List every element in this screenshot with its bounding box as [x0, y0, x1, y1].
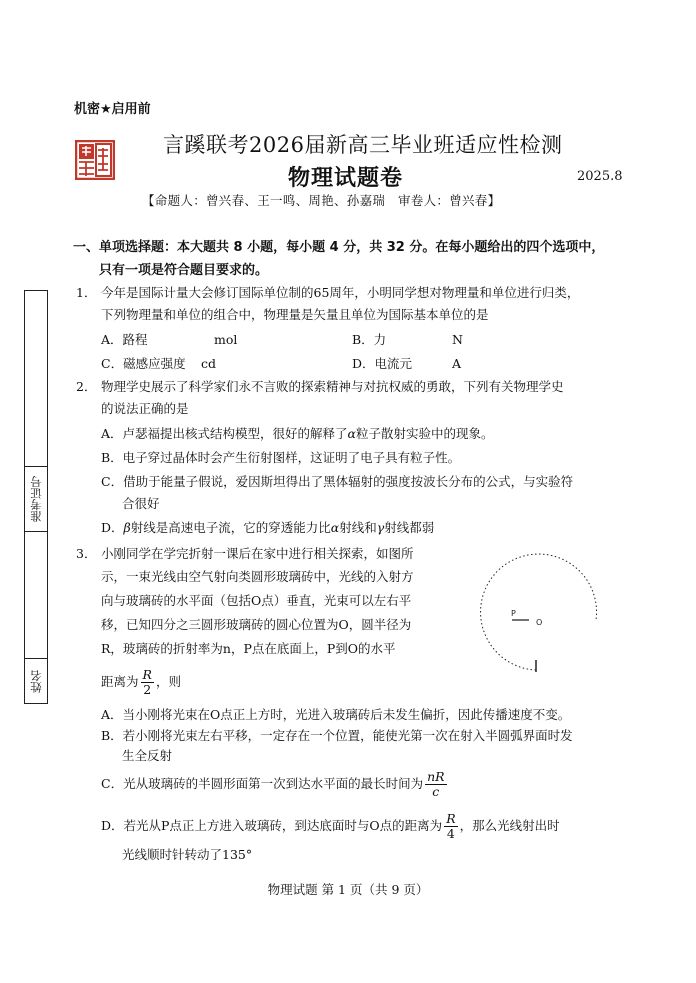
- q3-stem-line-2: 示，一束光线由空气射向类圆形玻璃砖中，光线的入射方: [101, 569, 414, 584]
- exam-title: 言蹊联考2026届新高三毕业班适应性检测: [163, 133, 563, 157]
- section-heading: [73, 236, 633, 282]
- q3-option-d-pre: D．若光从P点正上方进入玻璃砖，到达底面时与O点的距离为: [101, 818, 443, 833]
- q2-option-a: [101, 424, 494, 444]
- q3-line6-pre: 距离为: [101, 674, 139, 689]
- fraction-r-over-2: $\frac{R}{2}$: [142, 667, 152, 697]
- q2-option-d-mid2: 射线和: [339, 520, 377, 535]
- q3-number: 3．: [76, 546, 97, 561]
- exam-date: 2025.8: [577, 169, 623, 184]
- q3-option-c: [101, 770, 449, 799]
- section-line-1: 一、单项选择题：本大题共 8 小题，每小题 4 分，共 32 分。在每小题给出的四个选项中，: [73, 240, 605, 255]
- name-label: 姓名: [29, 669, 43, 693]
- q1-option-a: A．路程: [101, 332, 148, 347]
- name-box: [24, 658, 48, 704]
- beta-symbol: β: [123, 520, 131, 535]
- q2-option-c-line-1: C．借助于能量子假说，爱因斯坦得出了黑体辐射的强度按波长分布的公式，与实验符: [101, 474, 574, 489]
- authors-line: 【命题人：曾兴春、王一鸣、周艳、孙嘉瑞 审卷人：曾兴春】: [142, 193, 501, 208]
- q2-option-a-pre: A．卢瑟福提出核式结构模型，很好的解释了: [101, 426, 348, 441]
- q3-option-a: A．当小刚将光束在O点正上方时，光进入玻璃砖后未发生偏折，因此传播速度不变。: [101, 707, 571, 722]
- q3-option-d-post: ，那么光线射出时: [459, 818, 560, 833]
- alpha-symbol: α: [330, 520, 340, 535]
- seal-logo: [75, 140, 115, 180]
- q3-option-d-line-2: 光线顺时针转动了135°: [122, 847, 253, 862]
- q2-option-d-pre: D．: [101, 520, 124, 535]
- binding-margin-middle: [24, 530, 48, 658]
- section-line-2: 只有一项是符合题目要求的。: [99, 263, 269, 278]
- q2-option-c-line-2: 合很好: [122, 496, 160, 511]
- exam-number-box: [24, 466, 48, 532]
- q3-stem-line-5: R，玻璃砖的折射率为n，P点在底面上，P到O的水平: [101, 641, 396, 656]
- q3-stem-line-6: [101, 668, 181, 697]
- q1-option-b-unit: N: [452, 332, 463, 347]
- q1-option-d-unit: A: [452, 356, 462, 371]
- q1-number: 1．: [76, 285, 97, 300]
- q1-option-d: D．电流元: [352, 356, 413, 371]
- page-footer: 物理试题 第 1 页（共 9 页）: [267, 882, 429, 897]
- q2-option-a-post: 粒子散射实验中的现象。: [355, 426, 494, 441]
- q1-stem-line-1: 今年是国际计量大会修订国际单位制的65周年，小明同学想对物理量和单位进行归类，: [101, 285, 580, 300]
- three-quarter-circle-arc: [481, 554, 597, 670]
- q3-option-d: [101, 812, 560, 841]
- exam-subtitle: 物理试题卷: [288, 166, 404, 191]
- q2-option-d-post: 射线都弱: [384, 520, 435, 535]
- q3-stem-line-3: 向与玻璃砖的水平面（包括O点）垂直，光束可以左右平: [101, 593, 412, 608]
- point-o-label: O: [536, 618, 543, 627]
- q1-option-c-unit: cd: [201, 356, 217, 371]
- confidential-label: 机密★启用前: [74, 102, 151, 117]
- point-p-label: P: [511, 609, 516, 618]
- q3-stem-line-1: 小刚同学在学完折射一课后在家中进行相关探索，如图所: [101, 546, 414, 561]
- q1-option-a-unit: mol: [214, 332, 238, 347]
- q3-option-c-pre: C．光从玻璃砖的半圆形面第一次到达水平面的最长时间为: [101, 776, 424, 791]
- q2-stem-line-1: 物理学史展示了科学家们永不言败的探索精神与对抗权威的勇敢，下列有关物理学史: [101, 379, 564, 394]
- binding-margin-top: [24, 290, 48, 467]
- q2-stem-line-2: 的说法正确的是: [101, 401, 189, 416]
- q3-option-b-line-1: B．若小刚将光束左右平移，一定存在一个位置，能使光第一次在射入半圆弧界面时发: [101, 728, 573, 743]
- q3-stem-line-4: 移，已知四分之三圆形玻璃砖的圆心位置为O，圆半径为: [101, 617, 412, 632]
- q1-option-b: B．力: [352, 332, 387, 347]
- q1-option-c: C．磁感应强度: [101, 356, 186, 371]
- alpha-symbol: α: [347, 426, 356, 441]
- q2-number: 2．: [76, 379, 97, 394]
- fraction-r-over-4: $\frac{R}{4}$: [446, 811, 456, 841]
- q3-line6-post: ，则: [155, 674, 181, 689]
- q2-option-d-mid: 射线是高速电子流，它的穿透能力比: [130, 520, 331, 535]
- q2-option-b: B．电子穿过晶体时会产生衍射图样，这证明了电子具有粒子性。: [101, 450, 461, 465]
- gamma-symbol: γ: [376, 520, 385, 535]
- exam-number-label: 准考证号: [29, 476, 43, 522]
- fraction-nr-over-c: $\frac{nR}{c}$: [427, 769, 445, 799]
- glass-brick-figure: [474, 548, 614, 678]
- q2-option-d: [101, 518, 434, 538]
- q1-stem-line-2: 下列物理量和单位的组合中，物理量是矢量且单位为国际基本单位的是: [101, 307, 489, 322]
- q3-option-b-line-2: 生全反射: [122, 748, 173, 763]
